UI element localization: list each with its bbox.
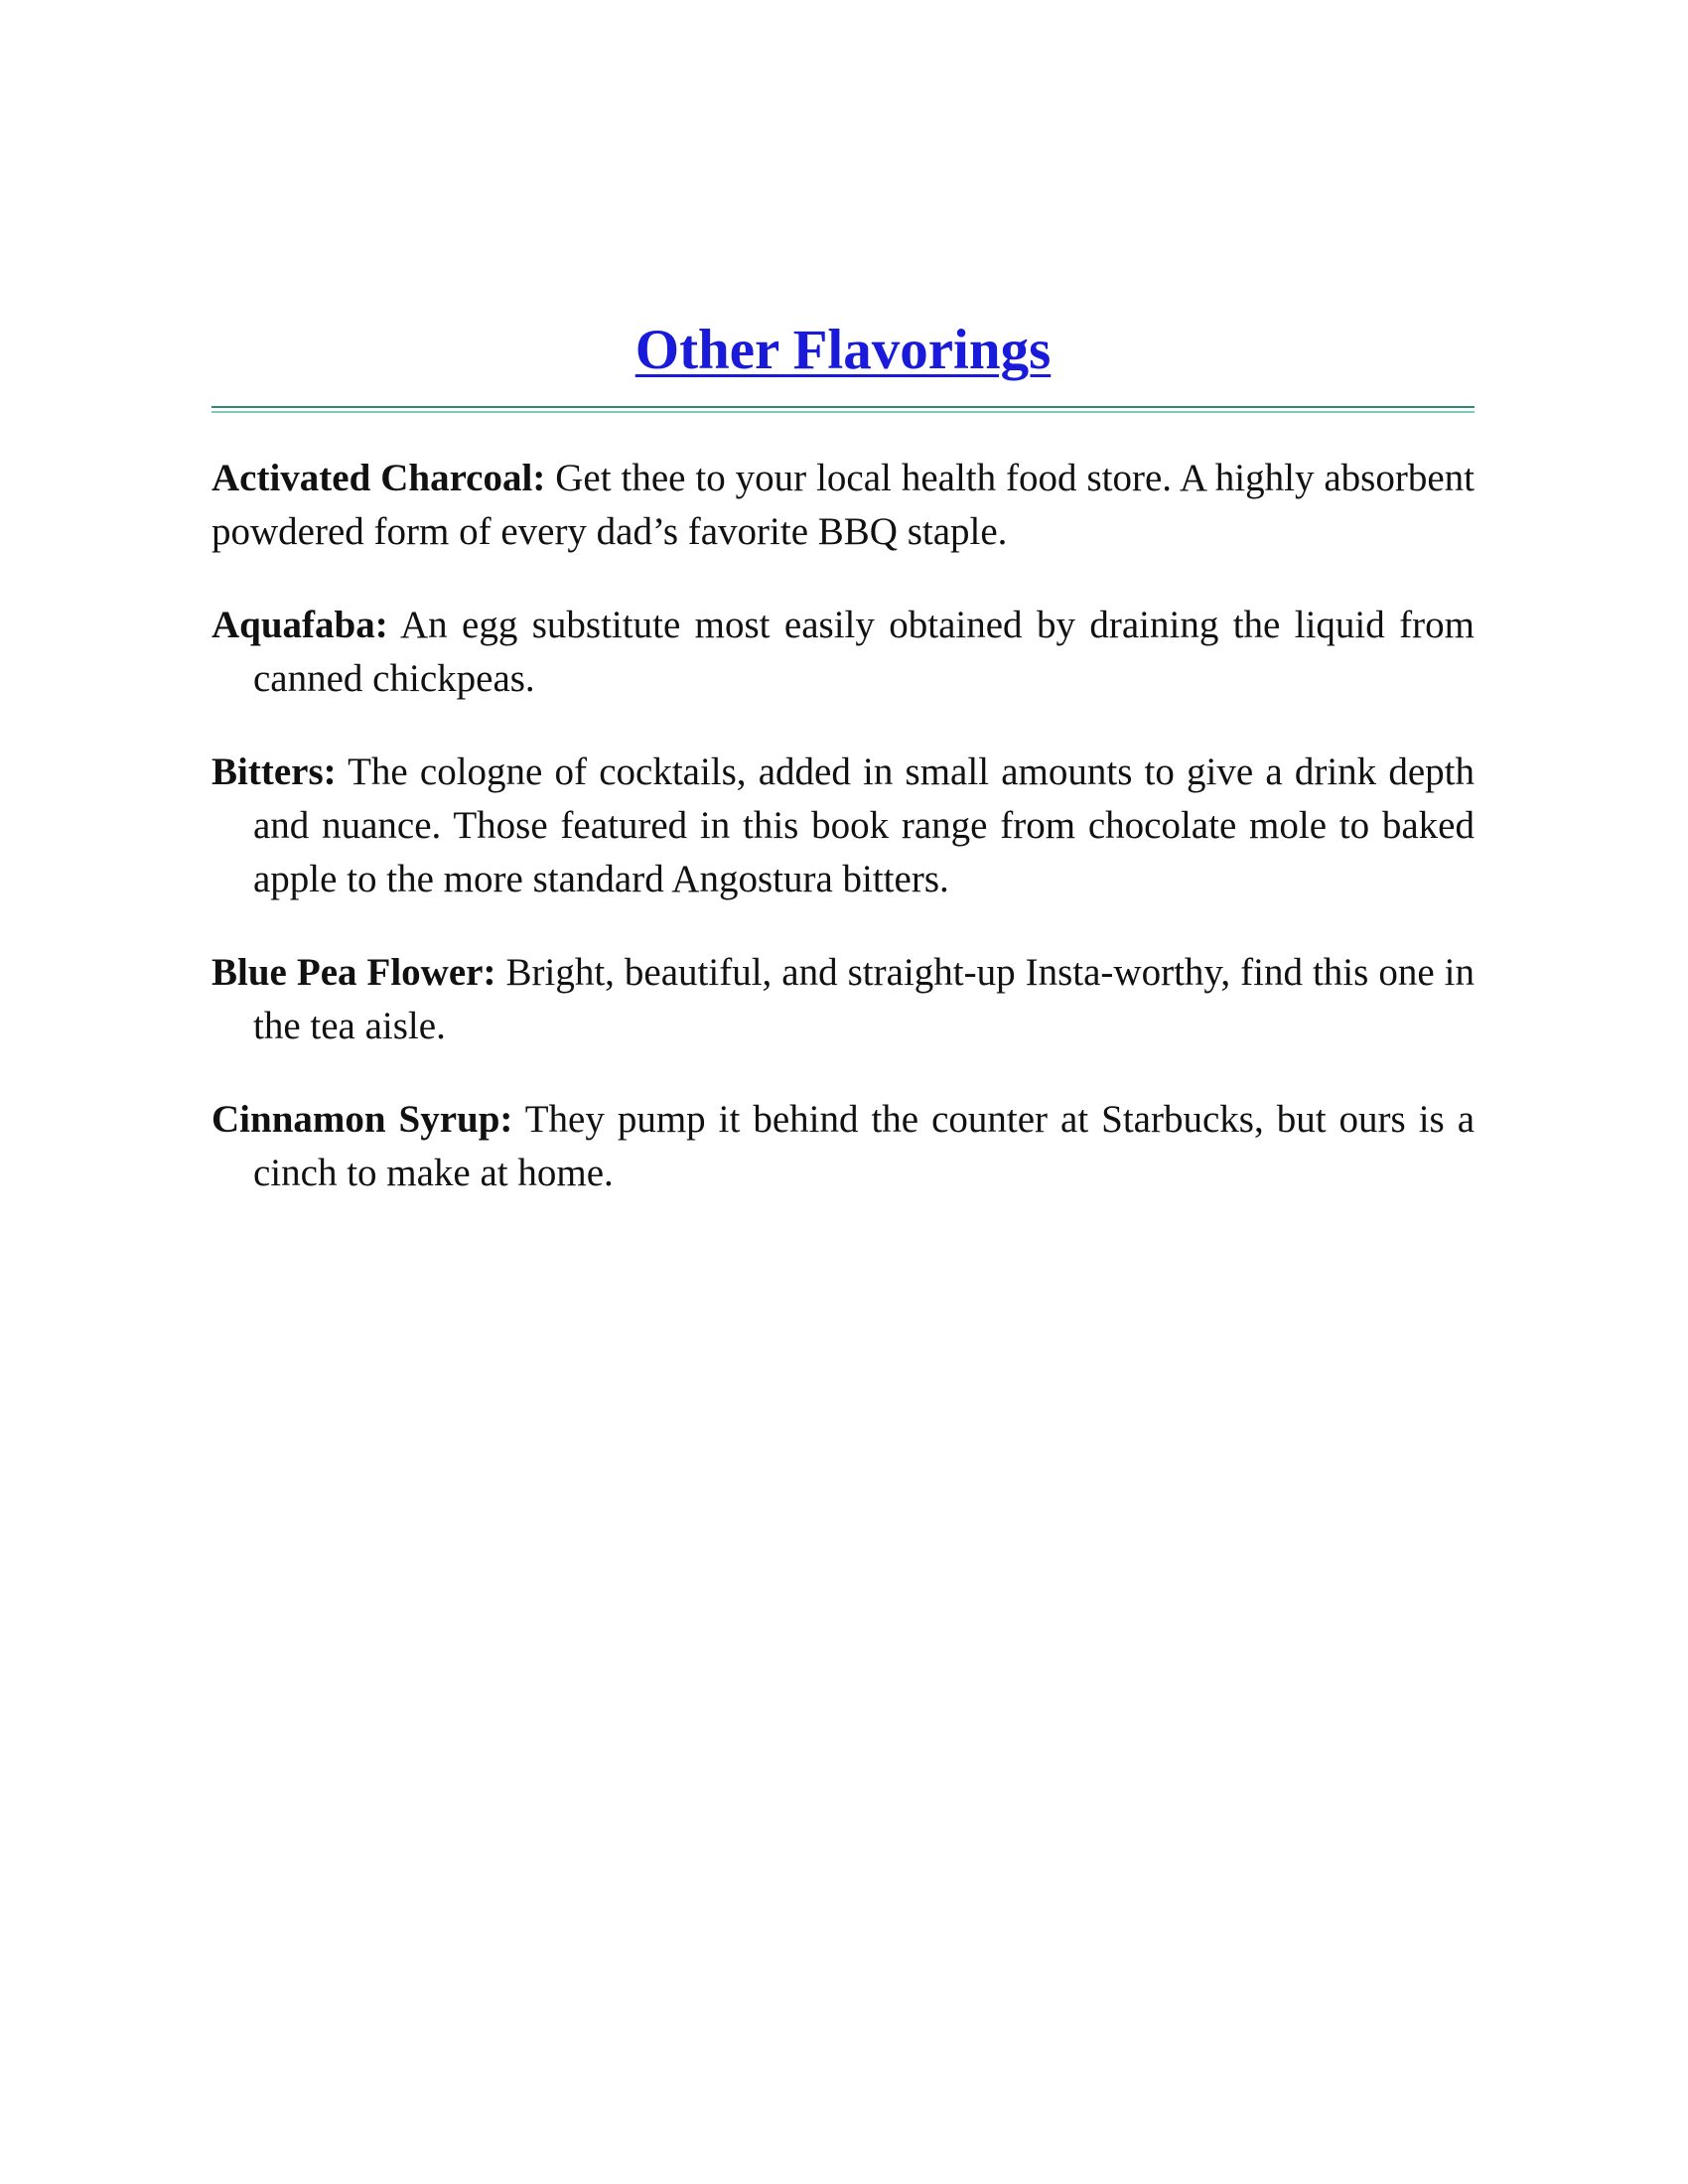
glossary-definition: The cologne of cocktails, added in small amounts to give a drink depth and nuance. Those featured in this book range from chocolate mole to baked apple to the more standard Angostura bitters.	[253, 751, 1476, 900]
glossary-entry-aquafaba	[211, 599, 1475, 706]
glossary-entry-cinnamon-syrup	[211, 1093, 1475, 1200]
glossary-term: Bitters:	[211, 751, 337, 793]
glossary-definition: Bright, beautiful, and straight-up Insta-worthy, find this one in the tea aisle.	[253, 951, 1476, 1047]
page-title	[211, 316, 1475, 385]
glossary-term: Cinnamon Syrup:	[211, 1098, 513, 1141]
document-page	[211, 316, 1475, 1240]
glossary-term: Blue Pea Flower:	[211, 951, 496, 994]
glossary-term: Activated Charcoal:	[211, 457, 546, 499]
glossary-definition: They pump it behind the counter at Starbucks, but ours is a cinch to make at home.	[253, 1098, 1476, 1194]
glossary-list	[211, 452, 1475, 1200]
title-divider	[211, 406, 1475, 408]
glossary-term: Aquafaba:	[211, 604, 388, 646]
glossary-definition: An egg substitute most easily obtained by draining the liquid from canned chickpeas.	[253, 604, 1475, 700]
glossary-entry-bitters	[211, 746, 1475, 906]
title-link[interactable]: Other Flavorings	[634, 319, 1052, 381]
glossary-entry-activated-charcoal	[211, 452, 1475, 559]
glossary-entry-blue-pea-flower	[211, 946, 1475, 1053]
glossary-definition: Get thee to your local health food store. A highly absorbent powdered form of every dad’s favorite BBQ staple.	[211, 457, 1475, 553]
